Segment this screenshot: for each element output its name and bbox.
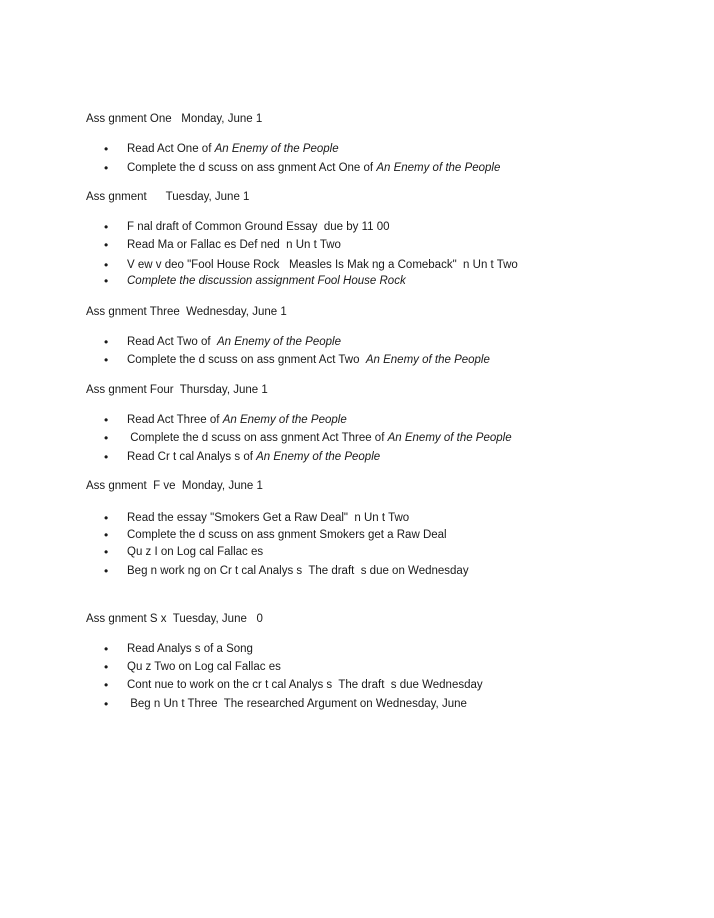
list-item: Read the essay "Smokers Get a Raw Deal" n Un t Two (127, 512, 410, 524)
bullet-icon: • (104, 431, 109, 445)
bullet-icon: • (104, 161, 109, 175)
bullet-icon: • (104, 353, 109, 367)
assignment-heading: Ass gnment Three Wednesday, June 1 (86, 306, 287, 318)
assignment-heading: Ass gnment Tuesday, June 1 (86, 191, 250, 203)
list-item: Qu z I on Log cal Fallac es (127, 546, 264, 558)
bullet-icon: • (104, 220, 109, 234)
list-item: F nal draft of Common Ground Essay due by 11 00 (127, 221, 390, 233)
bullet-icon: • (104, 511, 109, 525)
list-item: Complete the d scuss on ass gnment Smokers get a Raw Deal (127, 529, 447, 541)
list-item: Qu z Two on Log cal Fallac es (127, 661, 281, 673)
list-item: Cont nue to work on the cr t cal Analys s The draft s due Wednesday (127, 679, 483, 691)
list-item: Complete the d scuss on ass gnment Act Two An Enemy of the People (127, 354, 490, 366)
list-item: Read Cr t cal Analys s of An Enemy of the People (127, 451, 381, 463)
bullet-icon: • (104, 413, 109, 427)
bullet-icon: • (104, 564, 109, 578)
bullet-icon: • (104, 642, 109, 656)
list-item: Beg n Un t Three The researched Argument on Wednesday, June (127, 698, 467, 710)
bullet-icon: • (104, 528, 109, 542)
list-item: Read Act Two of An Enemy of the People (127, 336, 341, 348)
list-item: Complete the discussion assignment Fool House Rock (127, 275, 406, 287)
assignment-heading: Ass gnment One Monday, June 1 (86, 113, 263, 125)
bullet-icon: • (104, 258, 109, 272)
list-item: Beg n work ng on Cr t cal Analys s The draft s due on Wednesday (127, 565, 469, 577)
assignment-heading: Ass gnment Four Thursday, June 1 (86, 384, 268, 396)
list-item: Complete the d scuss on ass gnment Act Three of An Enemy of the People (127, 432, 512, 444)
list-item: Read Act Three of An Enemy of the People (127, 414, 347, 426)
bullet-icon: • (104, 697, 109, 711)
list-item: Read Ma or Fallac es Def ned n Un t Two (127, 239, 341, 251)
list-item: Read Analys s of a Song (127, 643, 253, 655)
bullet-icon: • (104, 335, 109, 349)
bullet-icon: • (104, 660, 109, 674)
assignment-heading: Ass gnment S x Tuesday, June 0 (86, 613, 263, 625)
assignment-heading: Ass gnment F ve Monday, June 1 (86, 480, 263, 492)
bullet-icon: • (104, 545, 109, 559)
list-item: V ew v deo "Fool House Rock Measles Is Mak ng a Comeback" n Un t Two (127, 259, 518, 271)
bullet-icon: • (104, 274, 109, 288)
list-item: Complete the d scuss on ass gnment Act One of An Enemy of the People (127, 162, 501, 174)
bullet-icon: • (104, 450, 109, 464)
bullet-icon: • (104, 678, 109, 692)
bullet-icon: • (104, 238, 109, 252)
bullet-icon: • (104, 142, 109, 156)
list-item: Read Act One of An Enemy of the People (127, 143, 339, 155)
